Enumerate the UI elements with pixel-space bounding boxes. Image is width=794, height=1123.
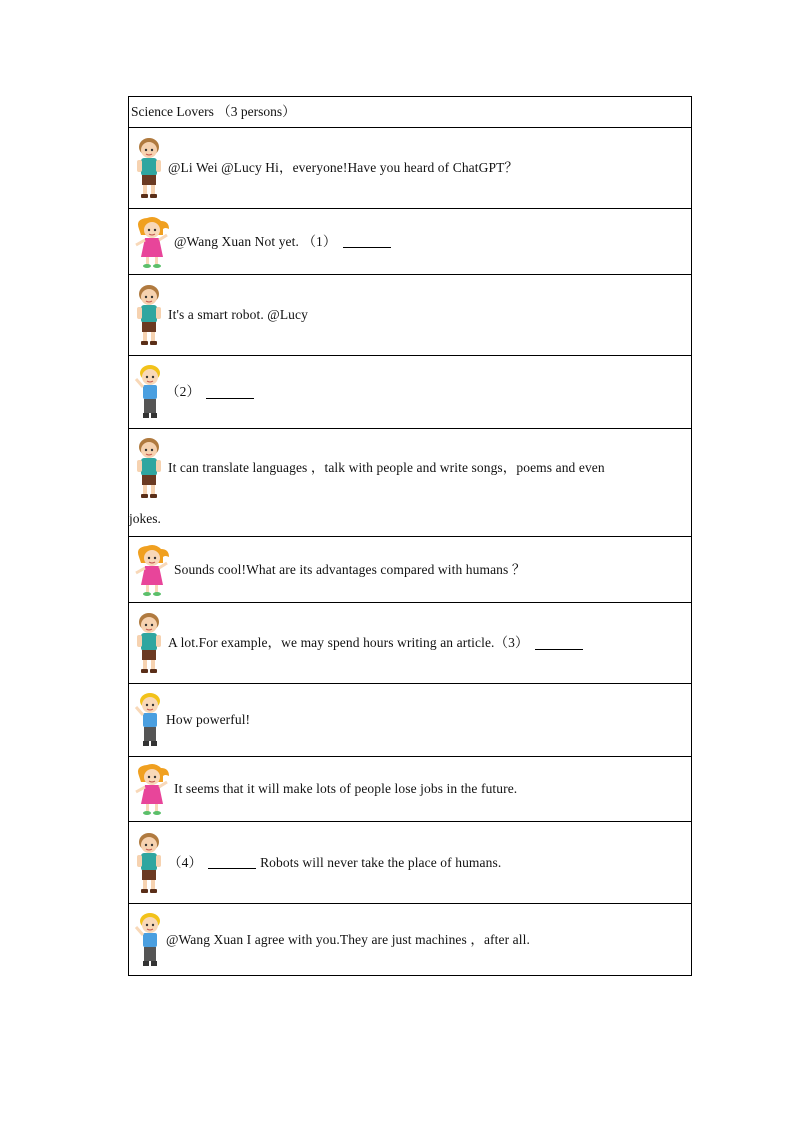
message-text: （4） [168,854,203,870]
message-text: It can translate languages ，talk with people and write songs，poems and even [168,460,605,475]
message-text-continuation: jokes. [129,511,161,526]
girl-avatar-icon [133,762,171,816]
chat-row [129,356,692,429]
answer-blank-3[interactable] [535,637,583,650]
girl-avatar-icon [133,543,171,597]
chat-row [129,275,692,356]
message-text: It's a smart robot. @Lucy [168,307,308,322]
chat-row [129,684,692,757]
chat-row [129,603,692,684]
chat-row [129,757,692,822]
message-text: It seems that it will make lots of people lose jobs in the future. [174,781,518,796]
chat-row [129,128,692,209]
answer-blank-2[interactable] [206,386,254,399]
boy-avatar-icon [133,435,165,501]
message-text-after-blank: Robots will never take the place of humans. [260,854,502,870]
boy-avatar-icon [133,610,165,676]
boy-avatar-icon [133,135,165,201]
chat-row [129,904,692,976]
boy-avatar-icon [133,282,165,348]
kid-avatar-icon [133,911,163,969]
message-text: A lot.For example，we may spend hours writing an article.（3） [168,635,529,650]
chat-transcript-table [128,96,692,976]
chat-row [129,822,692,904]
message-text: @Li Wei @Lucy Hi，everyone!Have you heard of ChatGPT？ [168,160,519,175]
boy-avatar-icon [133,830,165,896]
kid-avatar-icon [133,691,163,749]
chat-row [129,537,692,603]
chat-row [129,209,692,275]
answer-blank-4[interactable] [208,856,256,869]
message-text: How powerful! [166,712,251,727]
kid-avatar-icon [133,363,163,421]
message-text: @Wang Xuan Not yet. （1） [174,233,337,249]
message-text: @Wang Xuan I agree with you.They are just machines ，after all. [166,931,530,947]
message-text: （2） [166,384,201,399]
group-title: Science Lovers （3 persons） [129,97,692,128]
chat-row [129,429,692,537]
message-text: Sounds cool!What are its advantages compared with humans ？ [174,561,526,577]
answer-blank-1[interactable] [343,235,391,248]
girl-avatar-icon [133,215,171,269]
